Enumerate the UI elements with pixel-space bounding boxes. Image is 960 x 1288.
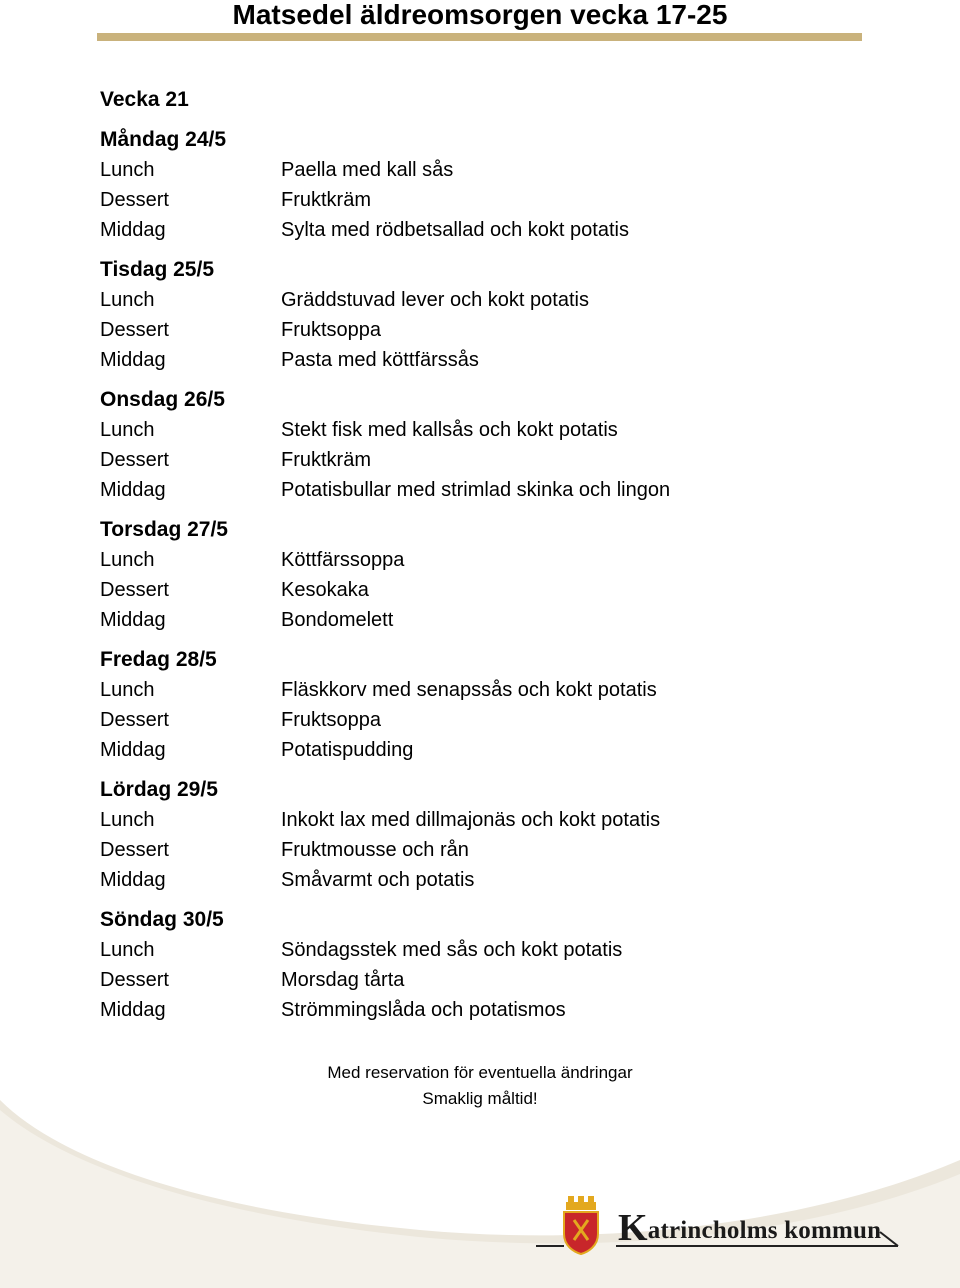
day-heading: Fredag 28/5: [100, 648, 217, 671]
day-block: [100, 128, 860, 248]
meal-row: [100, 678, 860, 708]
week-label: Vecka 21: [100, 88, 189, 111]
day-heading: Onsdag 26/5: [100, 388, 225, 411]
meal-row: [100, 808, 860, 838]
meal-type-label: Middag: [100, 609, 166, 631]
meal-row: [100, 968, 860, 998]
meal-row: [100, 448, 860, 478]
dish-name: Gräddstuvad lever och kokt potatis: [281, 289, 589, 311]
meal-row: [100, 548, 860, 578]
day-heading: Torsdag 27/5: [100, 518, 228, 541]
meal-type-label: Lunch: [100, 549, 155, 571]
meal-row: [100, 158, 860, 188]
day-block: [100, 648, 860, 768]
day-heading: Tisdag 25/5: [100, 258, 215, 281]
meal-type-label: Lunch: [100, 939, 155, 961]
dish-name: Pasta med köttfärssås: [281, 349, 479, 371]
meal-row: [100, 998, 860, 1028]
meal-type-label: Middag: [100, 739, 166, 761]
dish-name: Fruktkräm: [281, 449, 371, 471]
meal-row: [100, 318, 860, 348]
reservation-note: Med reservation för eventuella ändringar: [327, 1063, 633, 1082]
meal-type-label: Dessert: [100, 319, 169, 341]
day-block: [100, 258, 860, 378]
day-block: [100, 388, 860, 508]
dish-name: Morsdag tårta: [281, 969, 405, 991]
meal-type-label: Dessert: [100, 839, 169, 861]
dish-name: Bondomelett: [281, 609, 394, 631]
meal-row: [100, 838, 860, 868]
dish-name: Småvarmt och potatis: [281, 869, 475, 891]
dish-name: Potatispudding: [281, 739, 414, 761]
dish-name: Fläskkorv med senapssås och kokt potatis: [281, 679, 657, 701]
dish-name: Inkokt lax med dillmajonäs och kokt potatis: [281, 809, 661, 831]
title-underline: [97, 33, 862, 41]
meal-row: [100, 288, 860, 318]
meal-row: [100, 348, 860, 378]
meal-type-label: Dessert: [100, 449, 169, 471]
meal-type-label: Dessert: [100, 969, 169, 991]
meal-row: [100, 478, 860, 508]
page-title: Matsedel äldreomsorgen vecka 17-25: [232, 0, 728, 30]
dish-name: Fruktsoppa: [281, 319, 382, 341]
dish-name: Fruktsoppa: [281, 709, 382, 731]
meal-row: [100, 708, 860, 738]
day-heading: Lördag 29/5: [100, 778, 218, 801]
day-block: [100, 908, 860, 1028]
meal-row: [100, 188, 860, 218]
dish-name: Sylta med rödbetsallad och kokt potatis: [281, 219, 629, 241]
meal-type-label: Dessert: [100, 709, 169, 731]
greeting: Smaklig måltid!: [422, 1089, 538, 1108]
meal-type-label: Lunch: [100, 419, 155, 441]
day-heading: Söndag 30/5: [100, 908, 224, 931]
meal-type-label: Middag: [100, 349, 166, 371]
dish-name: Köttfärssoppa: [281, 549, 405, 571]
day-heading: Måndag 24/5: [100, 128, 227, 151]
meal-type-label: Lunch: [100, 679, 155, 701]
dish-name: Fruktkräm: [281, 189, 371, 211]
dish-name: Kesokaka: [281, 579, 369, 601]
weekly-menu: [100, 128, 860, 1038]
dish-name: Paella med kall sås: [281, 159, 454, 181]
meal-row: [100, 578, 860, 608]
meal-type-label: Middag: [100, 219, 166, 241]
day-block: [100, 778, 860, 898]
meal-row: [100, 868, 860, 898]
meal-type-label: Dessert: [100, 189, 169, 211]
dish-name: Stekt fisk med kallsås och kokt potatis: [281, 419, 618, 441]
meal-type-label: Middag: [100, 999, 166, 1021]
meal-row: [100, 938, 860, 968]
dish-name: Fruktmousse och rån: [281, 839, 469, 861]
meal-type-label: Lunch: [100, 159, 155, 181]
dish-name: Söndagsstek med sås och kokt potatis: [281, 939, 623, 961]
meal-type-label: Lunch: [100, 289, 155, 311]
meal-type-label: Lunch: [100, 809, 155, 831]
dish-name: Potatisbullar med strimlad skinka och lingon: [281, 479, 671, 501]
municipality-name: Katrincholms kommun: [618, 1207, 882, 1249]
meal-row: [100, 738, 860, 768]
meal-row: [100, 418, 860, 448]
meal-row: [100, 608, 860, 638]
meal-type-label: Middag: [100, 479, 166, 501]
meal-row: [100, 218, 860, 248]
meal-type-label: Middag: [100, 869, 166, 891]
dish-name: Strömmingslåda och potatismos: [281, 999, 566, 1021]
meal-type-label: Dessert: [100, 579, 169, 601]
day-block: [100, 518, 860, 638]
